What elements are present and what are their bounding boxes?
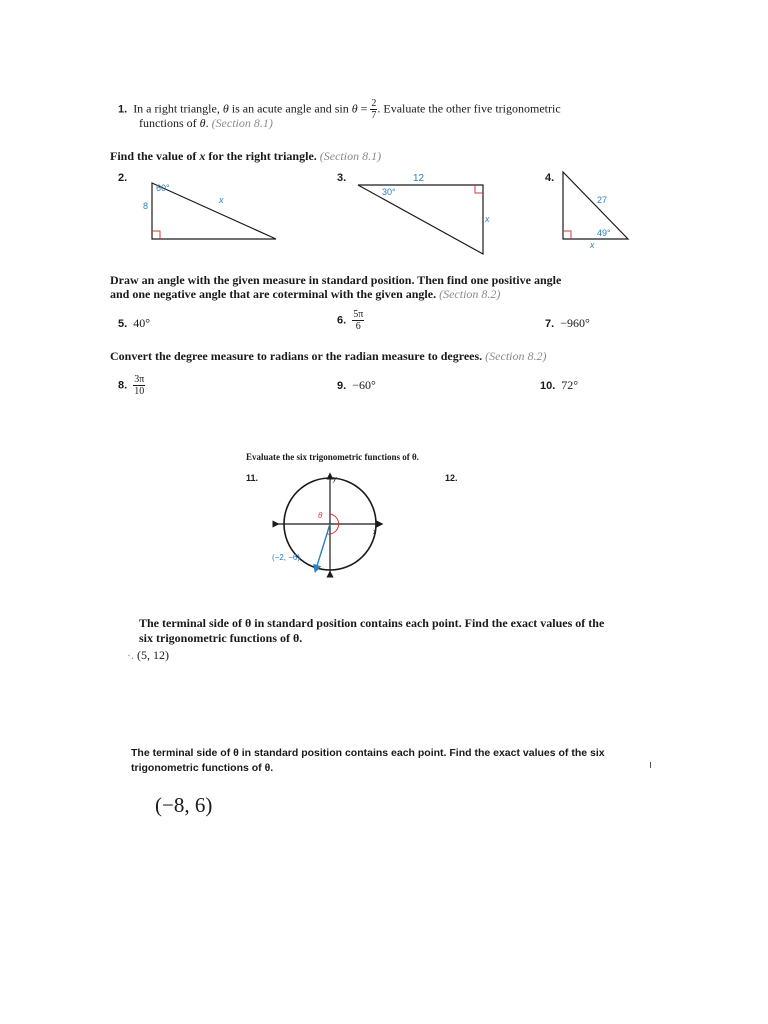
right-angle-marker	[475, 185, 483, 193]
problem-value: 40°	[133, 316, 150, 330]
section-reference: (Section 8.2)	[439, 287, 501, 301]
fraction-denominator: 7	[371, 110, 377, 121]
right-angle-marker	[152, 231, 160, 239]
problem-number: 10.	[540, 380, 556, 392]
section-4-heading	[110, 349, 546, 364]
problem-1-text-e: .	[205, 116, 212, 130]
side-label-8: 8	[143, 201, 149, 211]
side-label-x: x	[219, 195, 224, 205]
section-6-line-2: six trigonometric functions of θ.	[139, 631, 303, 645]
problem-number: 6.	[337, 314, 347, 327]
y-axis-label: y	[333, 476, 337, 483]
section-reference: (Section 8.1)	[319, 149, 382, 163]
problem-10	[540, 378, 578, 394]
problem-9	[337, 378, 376, 394]
problem-number: 7.	[545, 318, 555, 330]
triangle-figure-2	[140, 175, 285, 245]
angle-label-49: 49°	[597, 228, 611, 238]
x-axis-label: x	[373, 529, 377, 536]
stray-tick-mark	[650, 762, 651, 768]
section-6-line-1: The terminal side of θ in standard position contains each point. Find the exact values of the	[139, 616, 605, 630]
angle-label-30: 30°	[382, 187, 396, 197]
section-7-line-2: trigonometric functions of θ.	[131, 762, 274, 774]
problem-1-line-2	[139, 116, 273, 131]
problem-1-text-c: . Evaluate the other five trigonometric	[377, 101, 561, 116]
section-3-line-1: Draw an angle with the given measure in standard position. Then find one positive angle	[110, 273, 562, 287]
triangle-figure-3	[350, 170, 495, 260]
section-reference: (Section 8.2)	[485, 349, 547, 363]
angle-label-60: 60°	[156, 183, 170, 193]
problem-2-number: 2.	[118, 172, 128, 184]
problem-8	[118, 374, 145, 397]
theta-symbol: θ	[351, 101, 358, 116]
side-label-x: x	[485, 214, 490, 224]
section-3-text: and one negative angle that are coterminal with the given angle.	[110, 287, 440, 301]
problem-1-text-b: is an acute angle and sin	[228, 101, 352, 116]
point-value: (5, 12)	[137, 648, 169, 662]
triangle-figure-4	[555, 168, 635, 250]
problem-7	[545, 316, 590, 332]
section-reference: (Section 8.1)	[211, 116, 273, 130]
fraction-numerator: 3π	[134, 374, 145, 385]
triangle-2-outline	[152, 183, 276, 239]
problem-point-5-12	[127, 648, 169, 663]
right-angle-marker	[563, 231, 571, 239]
section-5-heading: Evaluate the six trigonometric functions of θ.	[246, 452, 419, 462]
problem-1-text-a: In a right triangle,	[133, 101, 223, 116]
problem-1-text-d: functions of	[139, 116, 200, 130]
terminal-side	[316, 524, 330, 569]
theta-label: θ	[318, 511, 323, 520]
theta-symbol: θ	[199, 116, 206, 130]
side-label-27: 27	[597, 195, 608, 205]
section-4-text: Convert the degree measure to radians or the radian measure to degrees.	[110, 349, 486, 363]
triangle-4-outline	[563, 172, 628, 239]
point-label: (−2, −6)	[272, 553, 301, 562]
point-minus-8-6: (−8, 6)	[155, 793, 213, 817]
fraction-denominator: 10	[134, 386, 145, 397]
fraction-numerator: 2	[371, 98, 377, 109]
theta-symbol: θ	[222, 101, 229, 116]
problem-6	[337, 309, 364, 332]
problem-5	[118, 316, 150, 332]
side-label-x: x	[590, 240, 595, 250]
unit-circle-figure	[270, 472, 390, 580]
problem-number: 8.	[118, 379, 128, 392]
section-2-heading	[110, 149, 381, 164]
x-variable: x	[199, 149, 206, 163]
fraction-5pi-6	[352, 309, 364, 332]
problem-value: −60°	[352, 378, 376, 392]
triangle-3-outline	[358, 185, 483, 254]
fraction-numerator: 5π	[353, 309, 364, 320]
problem-number: 1.	[118, 103, 128, 116]
side-label-12: 12	[413, 173, 425, 184]
fraction-denominator: 6	[355, 321, 361, 332]
problem-11-number: 11.	[246, 473, 259, 483]
heading-text-a: Find the value of	[110, 149, 200, 163]
problem-number: 9.	[337, 380, 347, 392]
section-3-line-2	[110, 287, 500, 302]
problem-value: 72°	[561, 378, 579, 392]
list-marker: ·.	[127, 648, 134, 662]
problem-12-number: 12.	[445, 473, 458, 483]
section-7-line-1: The terminal side of θ in standard position contains each point. Find the exact values of the six	[131, 747, 605, 759]
problem-number: 5.	[118, 318, 128, 330]
problem-value: −960°	[560, 316, 590, 330]
fraction-3pi-10	[133, 374, 145, 397]
equals: =	[357, 101, 371, 116]
problem-4-number: 4.	[545, 172, 555, 184]
problem-3-number: 3.	[337, 172, 347, 184]
heading-text-b: for the right triangle.	[205, 149, 320, 163]
